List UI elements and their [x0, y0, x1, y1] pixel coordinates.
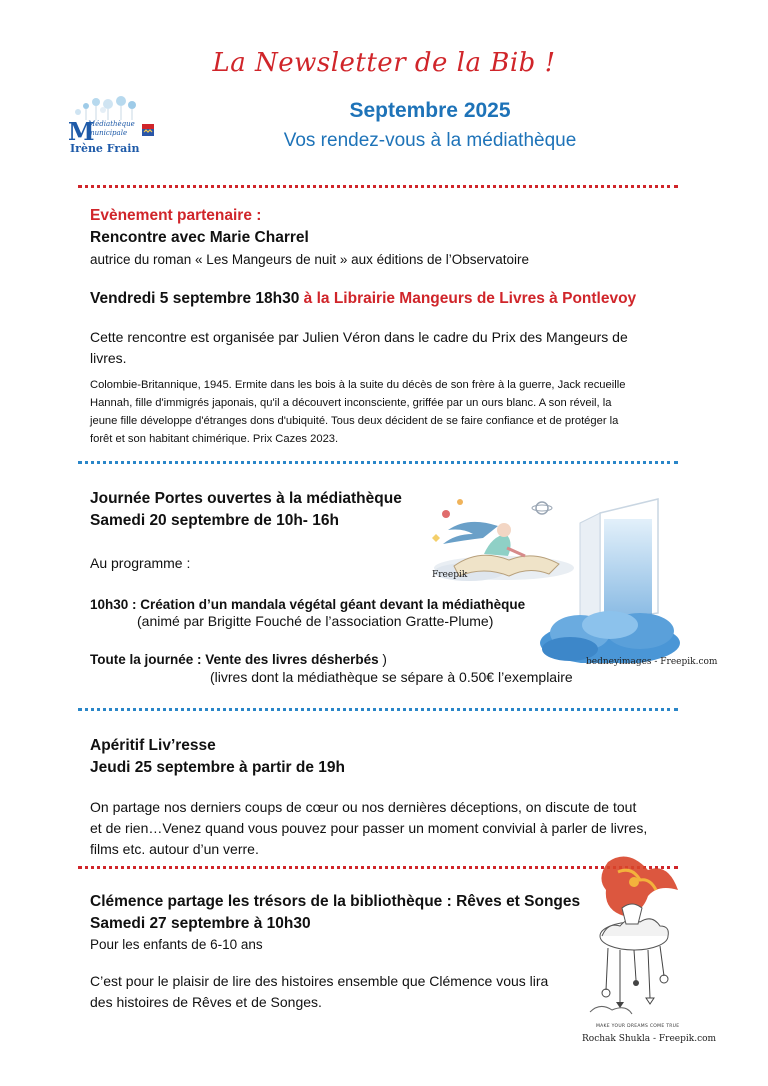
newsletter-title: La Newsletter de la Bib ! [212, 48, 556, 78]
logo-letter: M [68, 117, 95, 146]
door-clouds-image [540, 493, 718, 667]
event2-program-label: Au programme : [90, 555, 191, 571]
issue-subtitle: Vos rendez-vous à la médiathèque [283, 130, 577, 151]
event4-date: Samedi 27 septembre à 10h30 [90, 915, 311, 932]
library-logo-graphic [66, 96, 172, 158]
event1-author-line: autrice du roman « Les Mangeurs de nuit » aux éditions de l’Observatoire [90, 252, 530, 267]
rochak-shukla-credit: Rochak Shukla - Freepik.com [582, 1034, 717, 1044]
event1-date-line [90, 290, 636, 308]
event4-paragraph [90, 971, 590, 1013]
event3-para-line-1: On partage nos derniers coups de cœur ou nos dernières déceptions, on discute de tout [90, 799, 637, 815]
event2-item2: Toute la journée : Vente des livres désherbés [90, 652, 379, 667]
event2-item1-note: (animé par Brigitte Fouché de l’association Gratte-Plume) [137, 613, 494, 629]
dreams-illustration [578, 852, 688, 1032]
freepik-credit: Freepik [432, 570, 468, 580]
event2-item2-note: (livres dont la médiathèque se sépare à 0.50€ l’exemplaire [210, 669, 573, 685]
door-clouds-illustration [540, 493, 680, 663]
event3-paragraph [90, 797, 690, 860]
divider-blue [78, 708, 678, 711]
logo-line-3: Irène Frain [70, 142, 140, 155]
divider-red [78, 185, 678, 188]
event2-item2-paren: ) [378, 652, 387, 667]
library-logo [66, 96, 172, 158]
event1-tag: Evènement partenaire : [90, 207, 262, 224]
logo-line-2: municipale [88, 129, 128, 137]
dreams-image [578, 852, 717, 1048]
event1-summary-line-2: Hannah, fille d'immigrés japonais, qu'il a découvert inconsciente, griffée par un ours blanc. A son réveil, la [90, 397, 612, 409]
event1-heading: Rencontre avec Marie Charrel [90, 229, 309, 246]
event1-para-line-2: livres. [90, 350, 127, 366]
event2-date: Samedi 20 septembre de 10h- 16h [90, 512, 339, 529]
event1-summary-line-4: forêt et son habitant chimérique. Prix Cazes 2023. [90, 433, 339, 445]
bedneyimages-credit: bedneyimages - Freepik.com [586, 657, 718, 667]
event2-item2-line [90, 652, 387, 667]
event3-para-line-2: et de rien…Venez quand vous pouvez pour passer un moment convivial à parler de livres, [90, 820, 648, 836]
logo-line-1: Médiathèque [88, 120, 135, 128]
divider-blue [78, 461, 678, 464]
event4-audience: Pour les enfants de 6-10 ans [90, 937, 263, 952]
event1-date: Vendredi 5 septembre 18h30 [90, 290, 300, 307]
event1-para-line-1: Cette rencontre est organisée par Julien Véron dans le cadre du Prix des Mangeurs de [90, 329, 628, 345]
event3-date: Jeudi 25 septembre à partir de 19h [90, 759, 345, 776]
event1-summary [90, 376, 690, 448]
event2-heading: Journée Portes ouvertes à la médiathèque [90, 490, 402, 507]
event3-heading: Apéritif Liv’resse [90, 737, 216, 754]
event1-summary-line-1: Colombie-Britannique, 1945. Ermite dans les bois à la suite du décès de son frère à la guerre, Jack recueille [90, 379, 626, 391]
event1-paragraph [90, 327, 690, 369]
event4-para-line-2: des histoires de Rêves et de Songes. [90, 994, 322, 1010]
event4-para-line-1: C’est pour le plaisir de lire des histoires ensemble que Clémence vous lira [90, 973, 549, 989]
event2-item1: 10h30 : Création d’un mandala végétal géant devant la médiathèque [90, 597, 526, 612]
event1-summary-line-3: jeune fille développe d'étranges dons d'ubiquité. Tous deux décident de se faire confiance et de protéger la [90, 415, 619, 427]
event3-para-line-3: films etc. autour d’un verre. [90, 841, 259, 857]
event4-heading: Clémence partage les trésors de la bibliothèque : Rêves et Songes [90, 893, 581, 910]
event1-place: à la Librairie Mangeurs de Livres à Pontlevoy [303, 290, 637, 307]
issue-month: Septembre 2025 [349, 99, 511, 122]
dreams-caption: MAKE YOUR DREAMS COME TRUE [596, 1024, 680, 1029]
